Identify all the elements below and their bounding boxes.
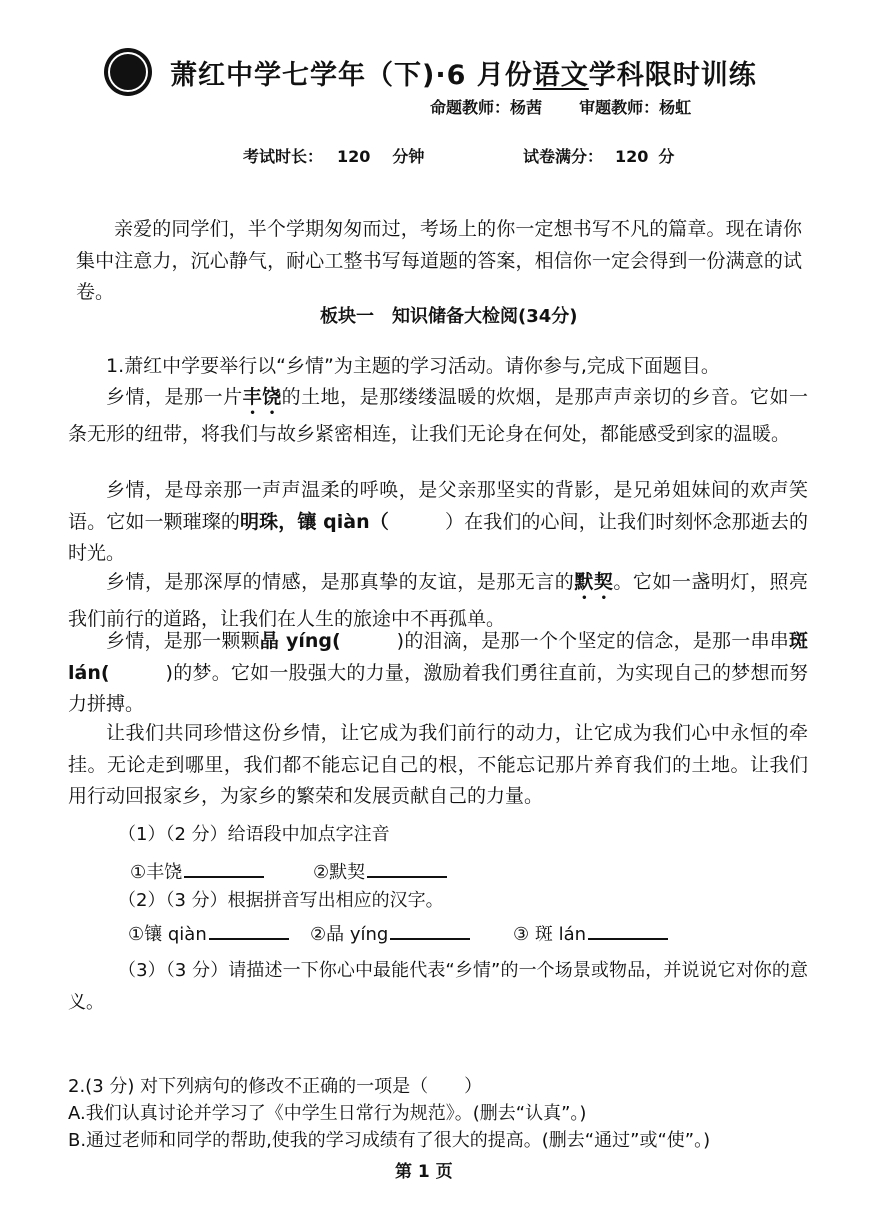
q2-option-b: B.通过老师和同学的帮助,使我的学习成绩有了很大的提高。(删去“通过”或“使”。) (68, 1130, 711, 1151)
sub-question-2: （2）（3 分）根据拼音写出相应的汉字。 (118, 890, 444, 911)
score-info: 试卷满分： 120 分 (523, 147, 675, 166)
page-title: 萧红中学七学年（下)·6 月份语文学科限时训练 (170, 60, 757, 91)
sub2-item-2: ②晶 yíng (310, 920, 470, 946)
section-title: 板块一 知识储备大检阅(34分) (320, 306, 578, 327)
answer-blank[interactable] (588, 920, 668, 940)
q2-option-a: A.我们认真讨论并学习了《中学生日常行为规范》。(删去“认真”。) (68, 1103, 587, 1124)
q1-paragraph-1: 乡情，是那一片丰饶的土地，是那缕缕温暖的炊烟，是那声声亲切的乡音。它如一条无形的纽带，将我们与故乡紧密相连，让我们无论身在何处，都能感受到家的温暖。 (68, 386, 808, 445)
q1-paragraph-2: 乡情，是母亲那一声声温柔的呼唤，是父亲那坚实的背影，是兄弟姐妹间的欢声笑语。它如一颗璀璨的明珠，镶 qiàn（ ）在我们的心间，让我们时刻怀念那逝去的时光。 (68, 479, 808, 564)
sub2-item-3: ③ 斑 lán (513, 920, 668, 946)
answer-blank[interactable] (209, 920, 289, 940)
teacher-line (430, 95, 691, 118)
q2-stem: 2.(3 分) 对下列病句的修改不正确的一项是（ ） (68, 1076, 483, 1097)
q1-paragraph-3: 乡情，是那深厚的情感，是那真挚的友谊，是那无言的默契。它如一盏明灯，照亮我们前行的道路，让我们在人生的旅途中不再孤单。 (68, 571, 808, 630)
q1-paragraph-5: 让我们共同珍惜这份乡情，让它成为我们前行的动力，让它成为我们心中永恒的牵挂。无论走到哪里，我们都不能忘记自己的根，不能忘记那片养育我们的土地。让我们用行动回报家乡，为家乡的繁荣和发展贡献自己的力量。 (68, 722, 808, 807)
sub2-item-1: ①镶 qiàn (128, 920, 289, 946)
setter: 命题教师：杨茜 (430, 98, 543, 117)
reviewer: 审题教师：杨虹 (579, 98, 692, 117)
answer-blank[interactable] (390, 920, 470, 940)
sub1-item-2: ②默契 (313, 858, 447, 884)
sub1-item-1: ①丰饶 (130, 858, 264, 884)
q1-stem: 1.萧红中学要举行以“乡情”为主题的学习活动。请你参与,完成下面题目。 (106, 355, 720, 377)
answer-blank[interactable] (367, 858, 447, 878)
answer-blank[interactable] (184, 858, 264, 878)
q1-paragraph-4: 乡情，是那一颗颗晶 yíng( )的泪滴，是那一个个坚定的信念，是那一串串斑 lán( )的梦。它如一股强大的力量，激励着我们勇往直前，为实现自己的梦想而努力拼搏。 (68, 630, 808, 715)
intro-text: 亲爱的同学们，半个学期匆匆而过，考场上的你一定想书写不凡的篇章。现在请你集中注意力，沉心静气，耐心工整书写每道题的答案，相信你一定会得到一份满意的试卷。 (76, 218, 802, 303)
duration-info: 考试时长： 120 分钟 (243, 147, 425, 166)
sub-question-1: （1）（2 分）给语段中加点字注音 (118, 824, 390, 845)
sub-question-3: （3）（3 分）请描述一下你心中最能代表“乡情”的一个场景或物品，并说说它对你的意义。 (68, 960, 808, 1013)
page-number: 第 1 页 (395, 1162, 453, 1182)
school-logo (104, 48, 152, 96)
